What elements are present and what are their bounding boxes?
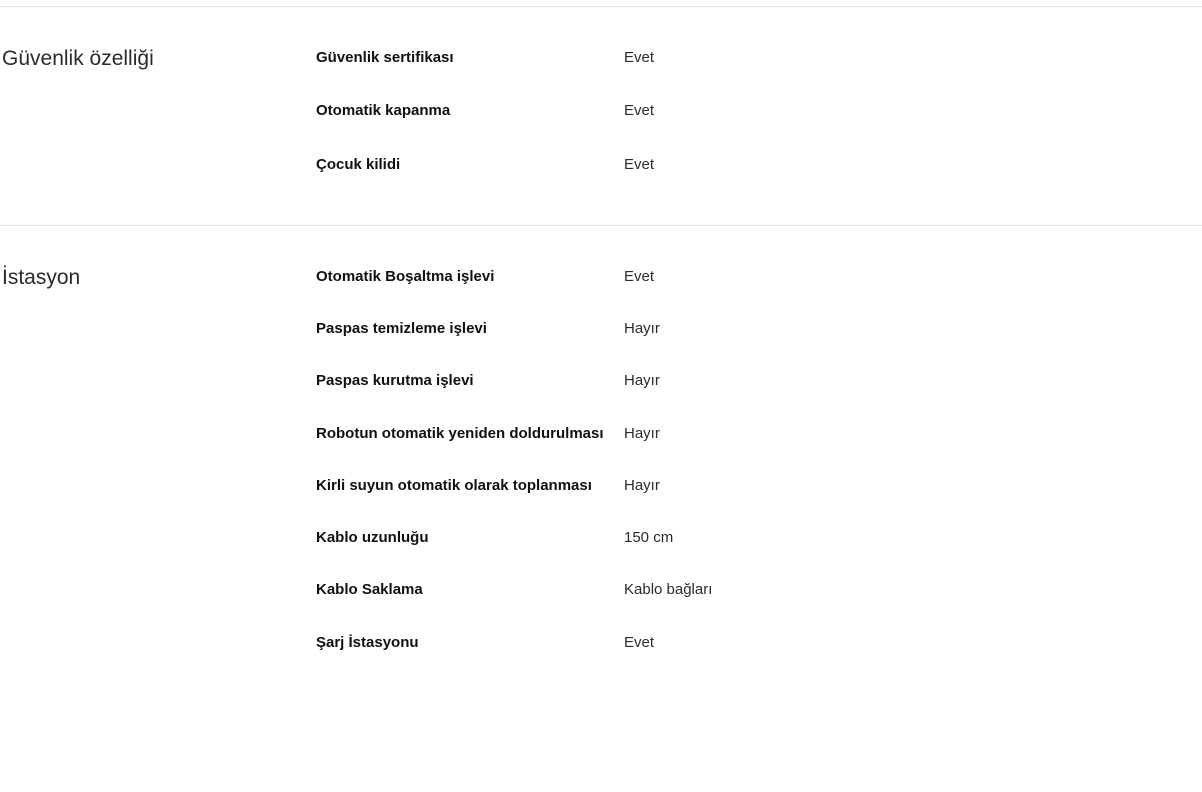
spec-label: Şarj İstasyonu	[316, 633, 419, 651]
spec-section-station	[0, 226, 1202, 654]
spec-row	[316, 99, 1202, 122]
spec-value: Evet	[624, 49, 655, 66]
spec-value: Evet	[624, 633, 655, 651]
spec-value: 150 cm	[624, 529, 674, 546]
spec-row	[316, 578, 1202, 601]
spec-value: Hayır	[624, 424, 660, 442]
spec-label: Otomatik Boşaltma işlevi	[316, 267, 495, 285]
spec-label: Kablo uzunluğu	[316, 529, 429, 546]
spec-row	[316, 265, 1202, 288]
spec-row	[316, 526, 1202, 549]
spec-label: Güvenlik sertifikası	[316, 49, 454, 66]
spec-value: Hayır	[624, 372, 660, 390]
spec-rows-station	[316, 265, 1202, 654]
spec-value: Evet	[624, 102, 655, 120]
spec-row	[316, 422, 1202, 445]
spec-label: Otomatik kapanma	[316, 102, 451, 120]
section-title-station: İstasyon	[2, 265, 81, 289]
spec-value: Kablo bağları	[624, 581, 713, 599]
spec-value: Evet	[624, 267, 655, 285]
spec-value: Hayır	[624, 476, 660, 494]
spec-row	[316, 474, 1202, 497]
spec-row	[316, 317, 1202, 340]
spec-value: Hayır	[624, 320, 660, 337]
spec-label: Kablo Saklama	[316, 581, 423, 599]
spec-label: Çocuk kilidi	[316, 155, 401, 173]
spec-row	[316, 153, 1202, 176]
spec-label: Robotun otomatik yeniden doldurulması	[316, 424, 604, 442]
spec-value: Evet	[624, 155, 655, 173]
spec-row	[316, 369, 1202, 392]
spec-label: Paspas kurutma işlevi	[316, 372, 474, 390]
spec-label: Kirli suyun otomatik olarak toplanması	[316, 476, 592, 494]
spec-label: Paspas temizleme işlevi	[316, 320, 487, 337]
section-title-safety: Güvenlik özelliği	[2, 47, 154, 70]
spec-row	[316, 631, 1202, 654]
spec-rows-safety	[316, 46, 1202, 176]
spec-row	[316, 46, 1202, 69]
spec-section-safety	[0, 0, 1202, 176]
